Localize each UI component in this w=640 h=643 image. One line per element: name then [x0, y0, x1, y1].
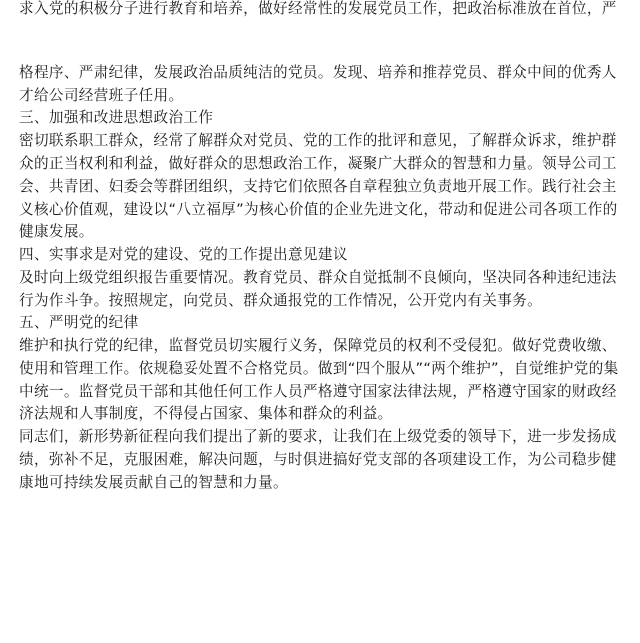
text-line: 会、共青团、妇委会等群团组织，支持它们依照各自章程独立负责地开展工作。践行社会主 [19, 178, 617, 195]
text-line: 格程序、严肃纪律，发展政治品质纯洁的党员。发现、培养和推荐党员、群众中间的优秀人 [19, 64, 617, 81]
text-line: 义核心价值观，建设以“八立福厚”为核心价值的企业先进文化，带动和促进公司各项工作的 [19, 201, 618, 218]
text-line: 使用和管理工作。依规稳妥处置不合格党员。做到“四个服从”“两个维护”，自觉维护党的集 [19, 360, 619, 377]
text-line: 同志们，新形势新征程向我们提出了新的要求，让我们在上级党委的领导下，进一步发扬成 [19, 428, 617, 445]
text-line: 众的正当权利和利益，做好群众的思想政治工作，凝聚广大群众的智慧和力量。领导公司工 [19, 155, 617, 172]
section-heading: 三、加强和改进思想政治工作 [19, 109, 214, 126]
text-line: 行为作斗争。按照规定，向党员、群众通报党的工作情况，公开党内有关事务。 [19, 292, 543, 309]
text-line: 密切联系职工群众，经常了解群众对党员、党的工作的批评和意见，了解群众诉求，维护群 [19, 132, 617, 149]
text-line: 健康发展。 [19, 223, 94, 240]
text-line: 及时向上级党组织报告重要情况。教育党员、群众自觉抵制不良倾向，坚决同各种违纪违法 [19, 269, 617, 286]
section-heading: 五、严明党的纪律 [19, 314, 139, 331]
section-heading: 四、实事求是对党的建设、党的工作提出意见建议 [19, 246, 348, 263]
text-line: 绩，弥补不足，克服困难，解决问题，与时俱进搞好党支部的各项建设工作，为公司稳步健 [19, 451, 617, 468]
text-line: 才给公司经营班子任用。 [19, 87, 184, 104]
text-line: 济法规和人事制度，不得侵占国家、集体和群众的利益。 [19, 405, 393, 422]
text-line: 康地可持续发展贡献自己的智慧和力量。 [19, 474, 288, 491]
text-line: 求入党的积极分子进行教育和培养，做好经常性的发展党员工作，把政治标准放在首位，严 [19, 0, 617, 17]
text-line: 维护和执行党的纪律，监督党员切实履行义务，保障党员的权利不受侵犯。做好党费收缴、 [19, 337, 617, 354]
text-line: 中统一。监督党员干部和其他任何工作人员严格遵守国家法律法规，严格遵守国家的财政经 [19, 383, 617, 400]
